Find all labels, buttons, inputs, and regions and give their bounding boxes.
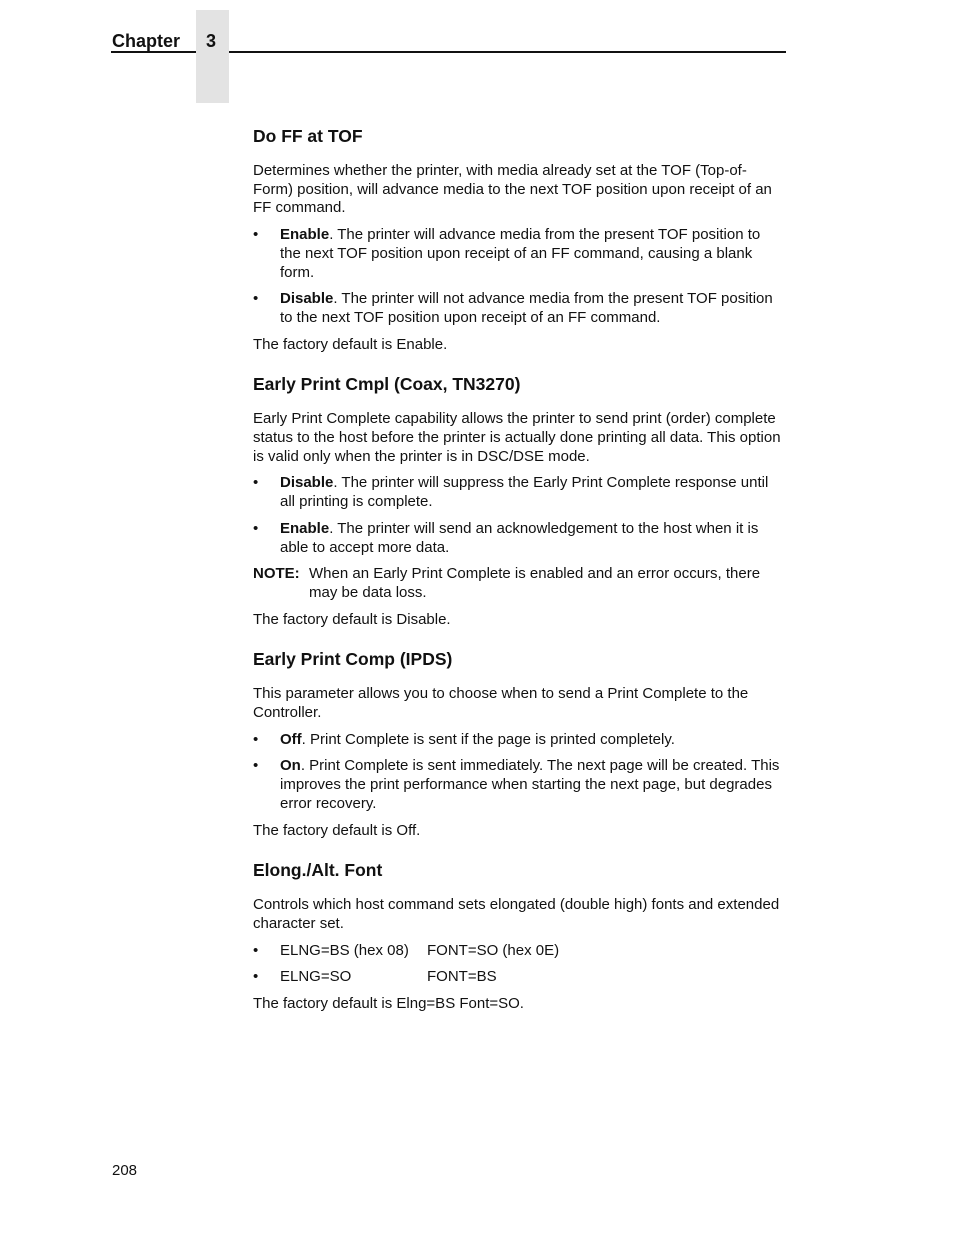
note <box>253 565 785 602</box>
section-intro: Early Print Complete capability allows the printer to send print (order) complete status to the host before the printer is actually done printing all data. This option is valid only when the printer is in DSC/DSE mode. <box>253 410 781 465</box>
list-item <box>253 757 785 813</box>
section-title: Do FF at TOF <box>253 126 363 146</box>
option-list <box>253 942 785 987</box>
option-description: . The printer will send an acknowledgement to the host when it is able to accept more data. <box>280 519 759 556</box>
font-setting: FONT=BS <box>427 968 497 986</box>
option-term: Disable <box>280 474 334 492</box>
section-intro: Controls which host command sets elongated (double high) fonts and extended character set. <box>253 896 780 932</box>
bullet-icon: • <box>253 290 259 308</box>
section-title: Early Print Comp (IPDS) <box>253 649 453 670</box>
option-list <box>253 226 785 328</box>
bullet-icon: • <box>253 474 259 492</box>
note-label: NOTE: <box>253 565 300 583</box>
section-intro: Determines whether the printer, with media already set at the TOF (Top-of-Form) position, will advance media to the next TOF position upon receipt of an FF command. <box>253 162 772 217</box>
list-item <box>253 226 785 282</box>
bullet-icon: • <box>253 941 259 959</box>
elng-setting: ELNG=SO <box>280 968 352 986</box>
section-intro: This parameter allows you to choose when to send a Print Complete to the Controller. <box>253 685 749 722</box>
option-term: Disable <box>280 290 334 308</box>
section-early-print-comp-ipds <box>253 647 785 840</box>
option-term: Off <box>280 730 302 748</box>
section-early-print-cmpl <box>253 372 785 629</box>
elng-setting: ELNG=BS (hex 08) <box>280 941 409 959</box>
factory-default: The factory default is Off. <box>253 821 421 839</box>
factory-default: The factory default is Enable. <box>253 335 448 353</box>
bullet-icon: • <box>253 519 259 537</box>
list-item <box>253 290 785 327</box>
option-list <box>253 731 785 814</box>
chapter-tab <box>196 10 229 103</box>
bullet-icon: • <box>253 730 259 748</box>
bullet-icon: • <box>253 757 259 775</box>
list-item <box>253 942 785 961</box>
option-description: . The printer will suppress the Early Print Complete response until all printing is complete. <box>280 474 769 511</box>
option-description: . Print Complete is sent immediately. The next page will be created. This improves the print performance when starting the next page, but degrades error recovery. <box>280 757 780 812</box>
page-content <box>253 124 785 1014</box>
option-list <box>253 474 785 557</box>
section-title: Elong./Alt. Font <box>253 860 383 881</box>
list-item <box>253 520 785 557</box>
factory-default: The factory default is Disable. <box>253 610 451 628</box>
list-item <box>253 968 785 987</box>
chapter-rule <box>111 51 196 53</box>
option-term: On <box>280 757 301 775</box>
page-number: 208 <box>112 1162 138 1179</box>
list-item <box>253 731 785 750</box>
factory-default: The factory default is Elng=BS Font=SO. <box>253 995 524 1013</box>
chapter-number: 3 <box>206 31 217 51</box>
section-do-ff-at-tof <box>253 124 785 354</box>
option-description: . The printer will not advance media from the present TOF position to the next TOF position upon receipt of an FF command. <box>280 290 773 326</box>
bullet-icon: • <box>253 226 259 244</box>
section-title: Early Print Cmpl (Coax, TN3270) <box>253 374 521 395</box>
bullet-icon: • <box>253 968 259 986</box>
header-rule <box>229 51 786 53</box>
chapter-label: Chapter <box>112 31 181 51</box>
note-text: When an Early Print Complete is enabled and an error occurs, there may be data loss. <box>309 565 761 601</box>
option-description: . Print Complete is sent if the page is printed completely. <box>301 730 675 748</box>
list-item <box>253 474 785 511</box>
option-term: Enable <box>280 226 330 244</box>
option-term: Enable <box>280 519 330 537</box>
option-description: . The printer will advance media from the present TOF position to the next TOF position upon receipt of an FF command, causing a blank form. <box>280 226 761 281</box>
font-setting: FONT=SO (hex 0E) <box>427 941 560 959</box>
section-elong-alt-font <box>253 858 785 1014</box>
